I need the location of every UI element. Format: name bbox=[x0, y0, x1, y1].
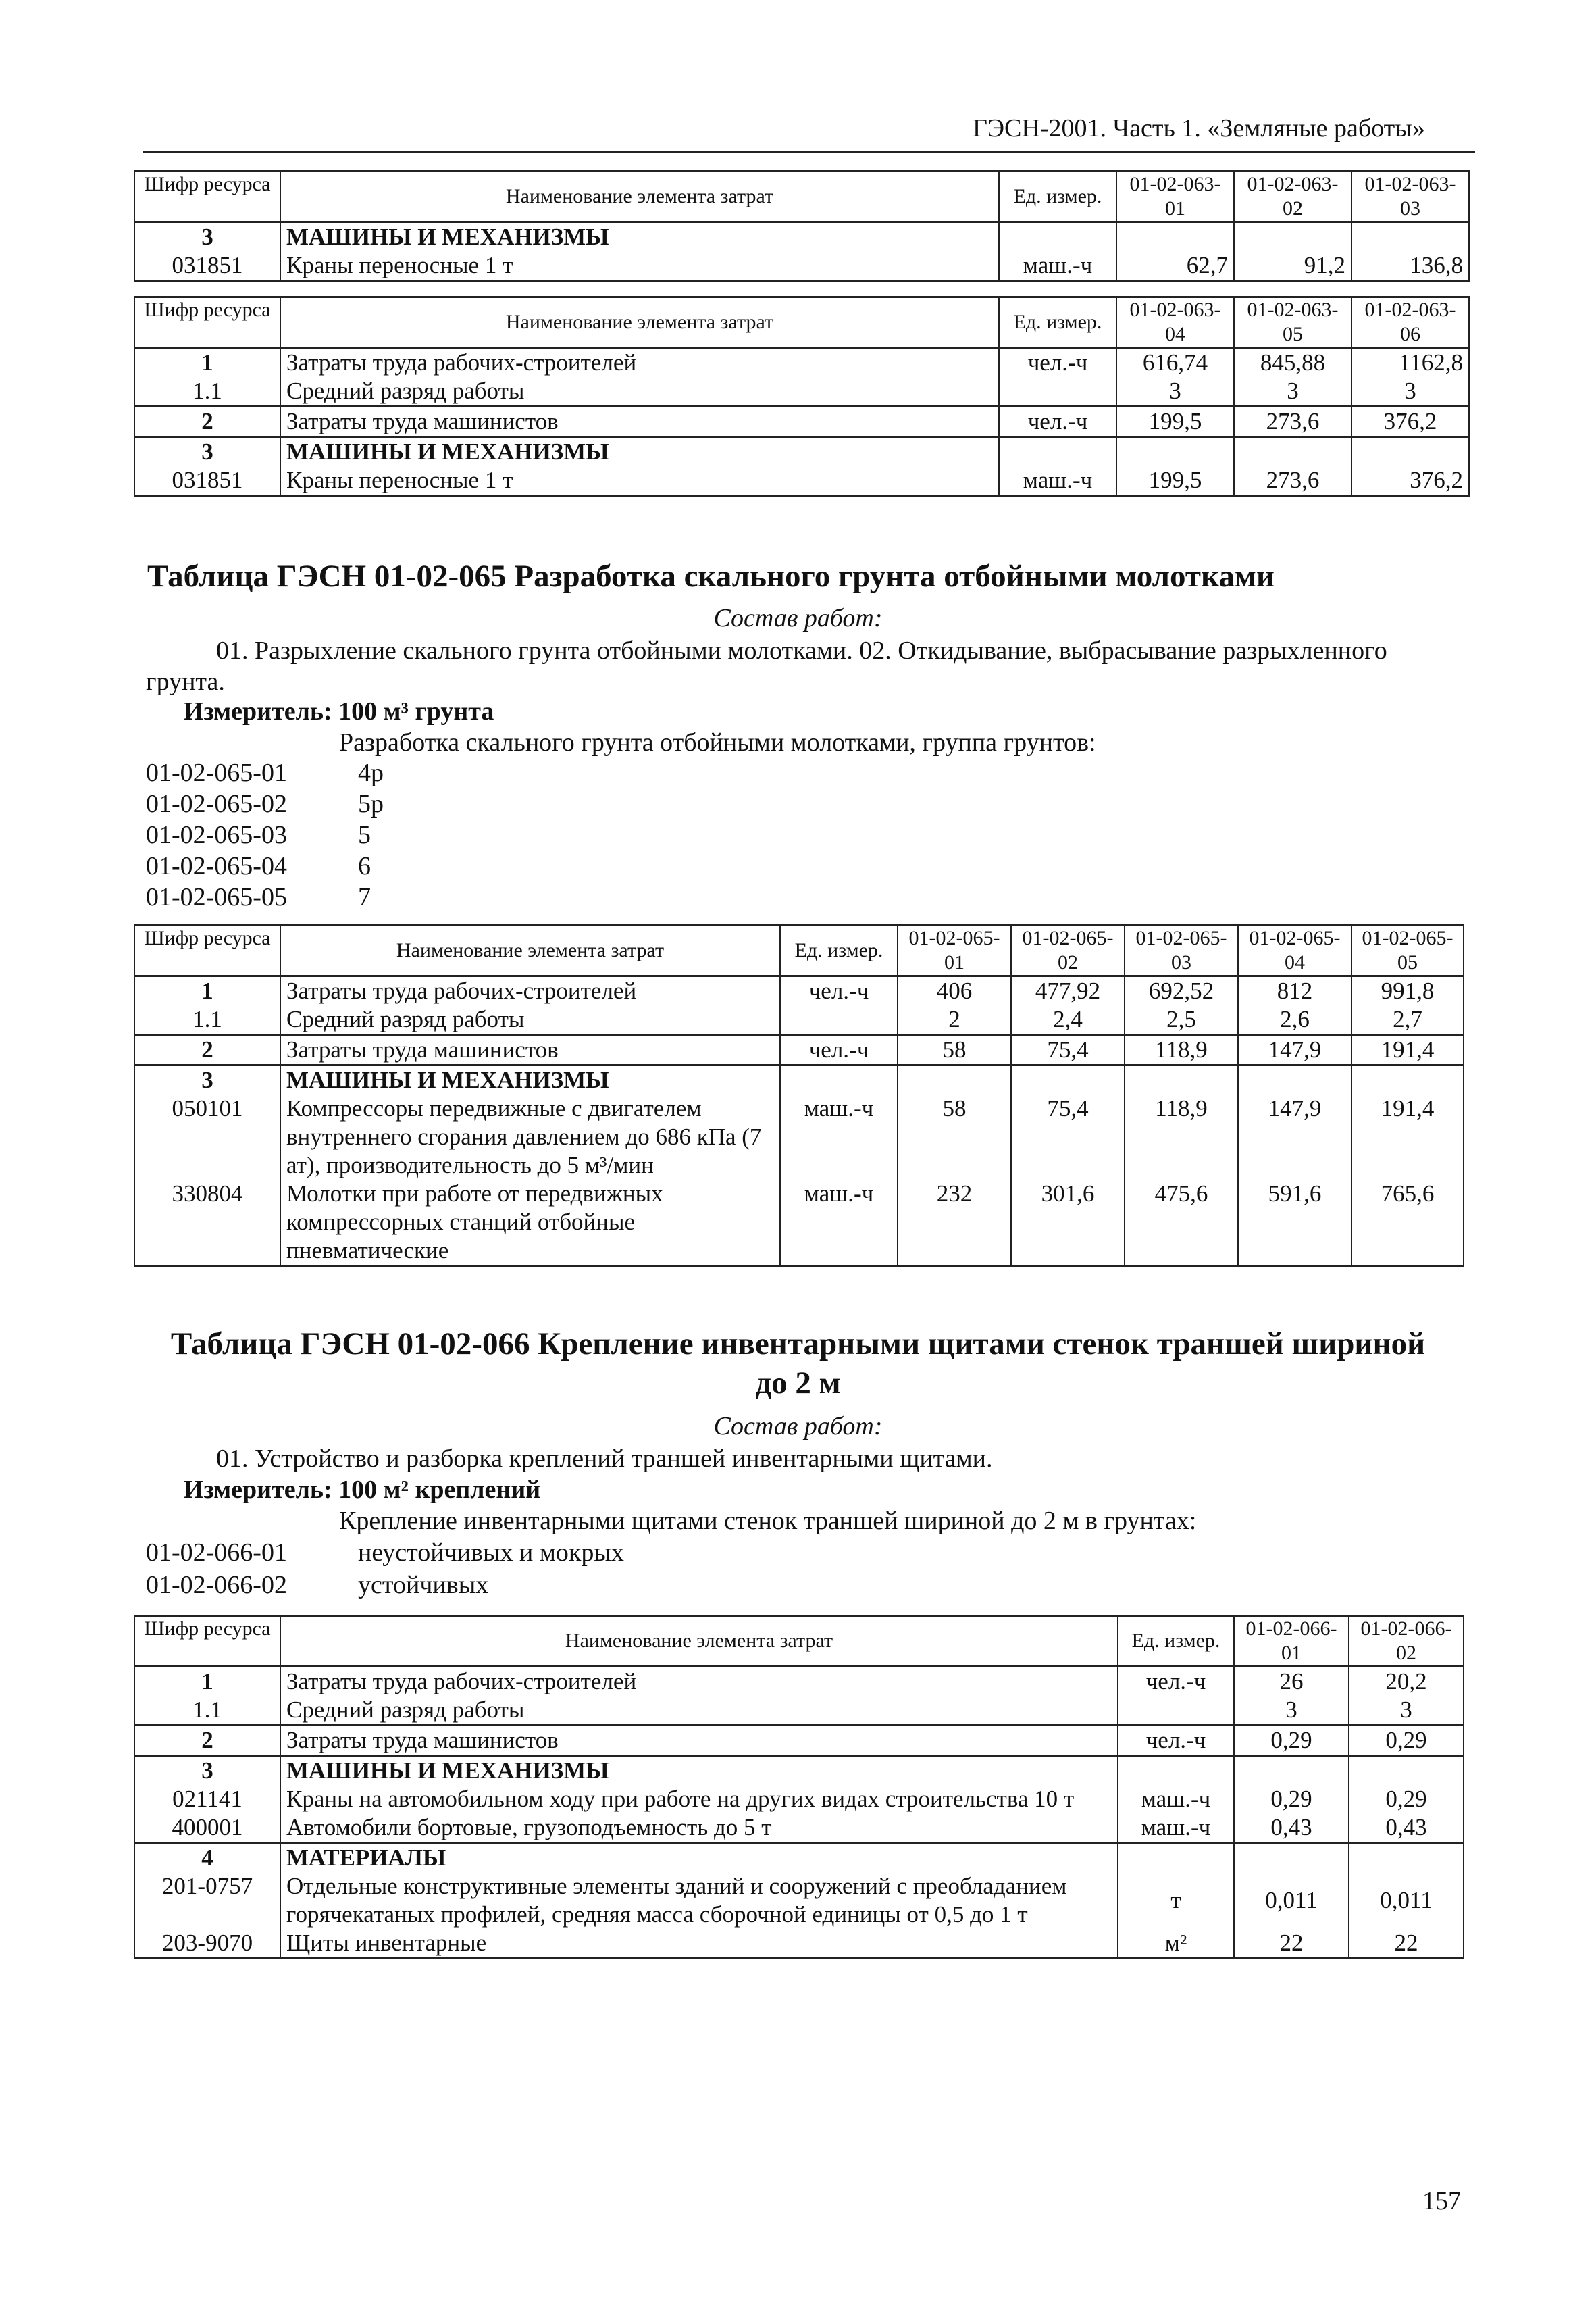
measure-unit: Измеритель: 100 м² креплений bbox=[184, 1476, 541, 1504]
row-value: 812 bbox=[1238, 976, 1352, 1006]
row-name: Затраты труда машинистов bbox=[280, 1035, 780, 1065]
row-value: 3 bbox=[1116, 377, 1234, 407]
row-value: 22 bbox=[1234, 1929, 1349, 1959]
row-name: Затраты труда машинистов bbox=[280, 407, 999, 437]
row-code: 031851 bbox=[134, 466, 280, 496]
table-063-machines bbox=[134, 170, 1470, 282]
row-unit: т bbox=[1118, 1872, 1234, 1929]
row-unit: маш.-ч bbox=[780, 1180, 898, 1266]
norm-desc: 4р bbox=[358, 759, 384, 787]
norm-desc: устойчивых bbox=[358, 1571, 489, 1599]
row-code: 330804 bbox=[134, 1180, 280, 1266]
row-unit bbox=[999, 437, 1116, 467]
col-header-code: Шифр ресурса bbox=[134, 1616, 280, 1667]
row-value: 58 bbox=[898, 1035, 1011, 1065]
row-unit: маш.-ч bbox=[1118, 1785, 1234, 1813]
row-name: Затраты труда рабочих-строителей bbox=[280, 348, 999, 378]
row-value: 2 bbox=[898, 1005, 1011, 1035]
row-value bbox=[1352, 222, 1469, 252]
row-unit: маш.-ч bbox=[1118, 1813, 1234, 1843]
row-value bbox=[1234, 1843, 1349, 1873]
composition-text: 01. Устройство и разборка креплений траншей инвентарными щитами. bbox=[216, 1444, 993, 1473]
col-header-name: Наименование элемента затрат bbox=[280, 1616, 1118, 1667]
col-header-norm: 01-02-066-01 bbox=[1234, 1616, 1349, 1667]
norm-desc: 5 bbox=[358, 821, 371, 849]
row-value: 0,43 bbox=[1349, 1813, 1464, 1843]
col-header-name: Наименование элемента затрат bbox=[280, 172, 999, 222]
row-value bbox=[1234, 1756, 1349, 1786]
row-value: 136,8 bbox=[1352, 251, 1469, 281]
row-name: Молотки при работе от передвижных компрессорных станций отбойные пневматические bbox=[280, 1180, 780, 1266]
row-name: Отдельные конструктивные элементы зданий и сооружений с преобладанием горячекатаных профилей, средняя масса сборочной единицы от 0,5 до 1 т bbox=[280, 1872, 1118, 1929]
row-code: 021141 bbox=[134, 1785, 280, 1813]
col-header-norm: 01-02-063-05 bbox=[1234, 297, 1352, 348]
row-name: Затраты труда рабочих-строителей bbox=[280, 976, 780, 1006]
col-header-code: Шифр ресурса bbox=[134, 172, 280, 222]
row-value bbox=[1011, 1065, 1125, 1095]
col-header-code: Шифр ресурса bbox=[134, 926, 280, 976]
row-value: 22 bbox=[1349, 1929, 1464, 1959]
row-value: 845,88 bbox=[1234, 348, 1352, 378]
row-value: 765,6 bbox=[1352, 1180, 1464, 1266]
row-code: 1.1 bbox=[134, 377, 280, 407]
row-value: 0,011 bbox=[1349, 1872, 1464, 1929]
row-unit bbox=[1118, 1843, 1234, 1873]
row-code: 1.1 bbox=[134, 1005, 280, 1035]
row-value: 3 bbox=[1349, 1696, 1464, 1726]
row-value bbox=[1352, 1065, 1464, 1095]
row-name: Краны переносные 1 т bbox=[280, 466, 999, 496]
row-unit: чел.-ч bbox=[999, 407, 1116, 437]
norm-code: 01-02-065-04 bbox=[146, 852, 287, 880]
row-value: 191,4 bbox=[1352, 1095, 1464, 1180]
row-unit bbox=[1118, 1696, 1234, 1726]
norm-desc: неустойчивых и мокрых bbox=[358, 1538, 624, 1567]
norm-code: 01-02-065-01 bbox=[146, 759, 287, 787]
row-value: 0,29 bbox=[1234, 1785, 1349, 1813]
norm-intro: Крепление инвентарными щитами стенок траншей шириной до 2 м в грунтах: bbox=[339, 1507, 1197, 1535]
row-value: 692,52 bbox=[1125, 976, 1238, 1006]
row-code: 4 bbox=[134, 1843, 280, 1873]
table-066 bbox=[134, 1615, 1464, 1959]
row-value: 3 bbox=[1352, 377, 1469, 407]
row-value: 118,9 bbox=[1125, 1035, 1238, 1065]
row-name: МАШИНЫ И МЕХАНИЗМЫ bbox=[280, 1756, 1118, 1786]
col-header-unit: Ед. измер. bbox=[999, 172, 1116, 222]
col-header-norm: 01-02-065-02 bbox=[1011, 926, 1125, 976]
row-value: 591,6 bbox=[1238, 1180, 1352, 1266]
row-value: 191,4 bbox=[1352, 1035, 1464, 1065]
col-header-unit: Ед. измер. bbox=[780, 926, 898, 976]
row-name: МАТЕРИАЛЫ bbox=[280, 1843, 1118, 1873]
row-value bbox=[1234, 222, 1352, 252]
col-header-name: Наименование элемента затрат bbox=[280, 926, 780, 976]
row-value: 0,29 bbox=[1349, 1726, 1464, 1756]
row-value bbox=[1349, 1756, 1464, 1786]
row-value: 147,9 bbox=[1238, 1035, 1352, 1065]
row-unit: чел.-ч bbox=[1118, 1667, 1234, 1696]
row-name: Щиты инвентарные bbox=[280, 1929, 1118, 1959]
row-value: 2,5 bbox=[1125, 1005, 1238, 1035]
composition-text: 01. Разрыхление скального грунта отбойными молотками. 02. Откидывание, выбрасывание разрыхленного грунта. bbox=[146, 636, 1387, 696]
row-code: 1 bbox=[134, 348, 280, 378]
row-unit bbox=[1118, 1756, 1234, 1786]
row-value: 376,2 bbox=[1352, 407, 1469, 437]
row-value: 376,2 bbox=[1352, 466, 1469, 496]
row-value: 0,011 bbox=[1234, 1872, 1349, 1929]
norm-code: 01-02-066-02 bbox=[146, 1571, 287, 1599]
col-header-code: Шифр ресурса bbox=[134, 297, 280, 348]
row-name: МАШИНЫ И МЕХАНИЗМЫ bbox=[280, 222, 999, 252]
row-unit: чел.-ч bbox=[1118, 1726, 1234, 1756]
row-unit: маш.-ч bbox=[999, 466, 1116, 496]
row-value: 0,29 bbox=[1349, 1785, 1464, 1813]
row-name: Затраты труда рабочих-строителей bbox=[280, 1667, 1118, 1696]
row-code: 3 bbox=[134, 437, 280, 467]
row-value: 477,92 bbox=[1011, 976, 1125, 1006]
col-header-norm: 01-02-063-02 bbox=[1234, 172, 1352, 222]
row-code: 031851 bbox=[134, 251, 280, 281]
col-header-norm: 01-02-063-06 bbox=[1352, 297, 1469, 348]
row-value: 2,6 bbox=[1238, 1005, 1352, 1035]
row-value bbox=[898, 1065, 1011, 1095]
row-value: 20,2 bbox=[1349, 1667, 1464, 1696]
row-value bbox=[1125, 1065, 1238, 1095]
norm-desc: 7 bbox=[358, 883, 371, 911]
section-title: Таблица ГЭСН 01-02-066 Крепление инвентарными щитами стенок траншей шириной bbox=[170, 1326, 1426, 1361]
row-value bbox=[1352, 437, 1469, 467]
row-value: 199,5 bbox=[1116, 466, 1234, 496]
row-value: 3 bbox=[1234, 377, 1352, 407]
row-value: 75,4 bbox=[1011, 1035, 1125, 1065]
row-name: МАШИНЫ И МЕХАНИЗМЫ bbox=[280, 1065, 780, 1095]
col-header-norm: 01-02-063-04 bbox=[1116, 297, 1234, 348]
row-value: 3 bbox=[1234, 1696, 1349, 1726]
row-code: 201-0757 bbox=[134, 1872, 280, 1929]
row-value bbox=[1116, 437, 1234, 467]
col-header-norm: 01-02-065-01 bbox=[898, 926, 1011, 976]
row-value: 301,6 bbox=[1011, 1180, 1125, 1266]
table-063-labor bbox=[134, 296, 1470, 497]
row-unit: маш.-ч bbox=[999, 251, 1116, 281]
row-name: Средний разряд работы bbox=[280, 377, 999, 407]
row-code: 1 bbox=[134, 976, 280, 1006]
row-unit: чел.-ч bbox=[780, 976, 898, 1006]
row-code: 3 bbox=[134, 222, 280, 252]
norm-code: 01-02-066-01 bbox=[146, 1538, 287, 1567]
col-header-norm: 01-02-065-03 bbox=[1125, 926, 1238, 976]
row-value: 0,29 bbox=[1234, 1726, 1349, 1756]
row-value: 232 bbox=[898, 1180, 1011, 1266]
row-value: 273,6 bbox=[1234, 466, 1352, 496]
row-value: 475,6 bbox=[1125, 1180, 1238, 1266]
row-code: 2 bbox=[134, 1035, 280, 1065]
col-header-norm: 01-02-065-05 bbox=[1352, 926, 1464, 976]
section-title-line2: до 2 м bbox=[755, 1365, 841, 1401]
row-value: 2,4 bbox=[1011, 1005, 1125, 1035]
row-value: 118,9 bbox=[1125, 1095, 1238, 1180]
col-header-norm: 01-02-066-02 bbox=[1349, 1616, 1464, 1667]
row-code: 050101 bbox=[134, 1095, 280, 1180]
table-065 bbox=[134, 924, 1464, 1267]
row-unit: маш.-ч bbox=[780, 1095, 898, 1180]
norm-desc: 6 bbox=[358, 852, 371, 880]
row-code: 2 bbox=[134, 407, 280, 437]
row-unit: чел.-ч bbox=[780, 1035, 898, 1065]
row-value: 406 bbox=[898, 976, 1011, 1006]
running-header: ГЭСН-2001. Часть 1. «Земляные работы» bbox=[973, 114, 1425, 143]
row-name: Краны на автомобильном ходу при работе на других видах строительства 10 т bbox=[280, 1785, 1118, 1813]
row-code: 203-9070 bbox=[134, 1929, 280, 1959]
measure-unit: Измеритель: 100 м³ грунта bbox=[184, 697, 494, 726]
row-unit: м² bbox=[1118, 1929, 1234, 1959]
row-code: 400001 bbox=[134, 1813, 280, 1843]
row-value: 0,43 bbox=[1234, 1813, 1349, 1843]
col-header-norm: 01-02-063-03 bbox=[1352, 172, 1469, 222]
row-name: Затраты труда машинистов bbox=[280, 1726, 1118, 1756]
composition-label: Состав работ: bbox=[713, 1412, 883, 1440]
row-value: 75,4 bbox=[1011, 1095, 1125, 1180]
row-name: Средний разряд работы bbox=[280, 1005, 780, 1035]
norm-desc: 5р bbox=[358, 790, 384, 818]
row-value: 2,7 bbox=[1352, 1005, 1464, 1035]
row-code: 3 bbox=[134, 1756, 280, 1786]
row-unit bbox=[780, 1065, 898, 1095]
row-value: 991,8 bbox=[1352, 976, 1464, 1006]
row-unit bbox=[999, 377, 1116, 407]
row-name: Автомобили бортовые, грузоподъемность до 5 т bbox=[280, 1813, 1118, 1843]
row-name: МАШИНЫ И МЕХАНИЗМЫ bbox=[280, 437, 999, 467]
row-name: Средний разряд работы bbox=[280, 1696, 1118, 1726]
row-unit: чел.-ч bbox=[999, 348, 1116, 378]
norm-code: 01-02-065-02 bbox=[146, 790, 287, 818]
norm-intro: Разработка скального грунта отбойными молотками, группа грунтов: bbox=[339, 728, 1096, 757]
composition-label: Состав работ: bbox=[713, 604, 883, 632]
row-value: 62,7 bbox=[1116, 251, 1234, 281]
norm-code: 01-02-065-05 bbox=[146, 883, 287, 911]
row-unit bbox=[780, 1005, 898, 1035]
col-header-unit: Ед. измер. bbox=[1118, 1616, 1234, 1667]
page-number: 157 bbox=[1422, 2187, 1461, 2215]
row-value: 26 bbox=[1234, 1667, 1349, 1696]
norm-code: 01-02-065-03 bbox=[146, 821, 287, 849]
row-code: 1 bbox=[134, 1667, 280, 1696]
row-value bbox=[1238, 1065, 1352, 1095]
row-name: Краны переносные 1 т bbox=[280, 251, 999, 281]
row-value bbox=[1116, 222, 1234, 252]
row-value bbox=[1234, 437, 1352, 467]
col-header-norm: 01-02-065-04 bbox=[1238, 926, 1352, 976]
row-value bbox=[1349, 1843, 1464, 1873]
row-code: 3 bbox=[134, 1065, 280, 1095]
row-value: 58 bbox=[898, 1095, 1011, 1180]
row-value: 616,74 bbox=[1116, 348, 1234, 378]
row-name: Компрессоры передвижные с двигателем внутреннего сгорания давлением до 686 кПа (7 ат), производительность до 5 м³/мин bbox=[280, 1095, 780, 1180]
row-value: 199,5 bbox=[1116, 407, 1234, 437]
row-unit bbox=[999, 222, 1116, 252]
row-value: 91,2 bbox=[1234, 251, 1352, 281]
col-header-unit: Ед. измер. bbox=[999, 297, 1116, 348]
row-value: 273,6 bbox=[1234, 407, 1352, 437]
row-value: 1162,8 bbox=[1352, 348, 1469, 378]
col-header-name: Наименование элемента затрат bbox=[280, 297, 999, 348]
row-code: 1.1 bbox=[134, 1696, 280, 1726]
row-code: 2 bbox=[134, 1726, 280, 1756]
row-value: 147,9 bbox=[1238, 1095, 1352, 1180]
section-title: Таблица ГЭСН 01-02-065 Разработка скального грунта отбойными молотками bbox=[147, 559, 1275, 594]
header-rule bbox=[143, 151, 1475, 153]
col-header-norm: 01-02-063-01 bbox=[1116, 172, 1234, 222]
